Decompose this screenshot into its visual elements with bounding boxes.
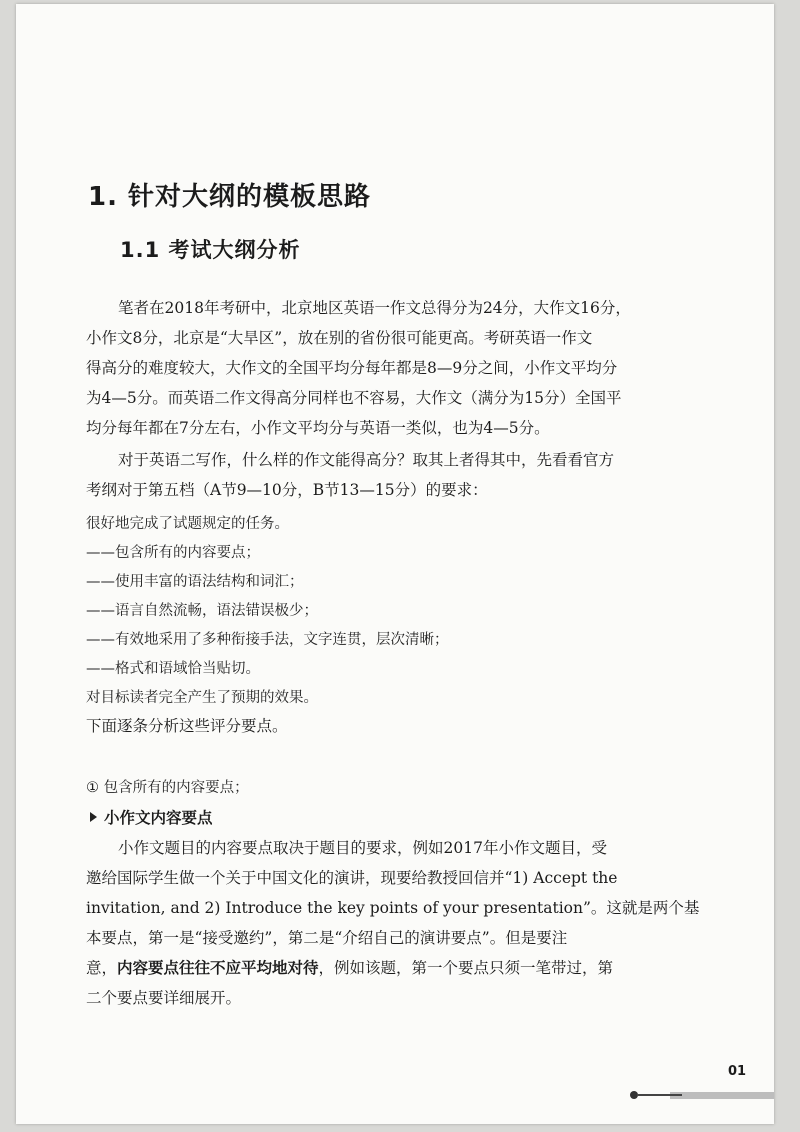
para3-line: 意，内容要点往往不应平均地对待，例如该题，第一个要点只须一笔带过，第 xyxy=(86,958,614,977)
para2-line: 考纲对于第五档（A节9—10分，B节13—15分）的要求： xyxy=(86,481,488,499)
criteria-item: ——使用丰富的语法结构和词汇； xyxy=(86,574,304,590)
criteria-item: ——包含所有的内容要点； xyxy=(86,545,260,561)
page-number: 01 xyxy=(728,1064,747,1079)
criteria-item: 对目标读者完全产生了预期的效果。 xyxy=(86,690,318,706)
emphasis-text: 内容要点往往不应平均地对待 xyxy=(117,958,319,977)
para3-line: invitation, and 2) Introduce the key points of your presentation”。这就是两个基 xyxy=(86,899,700,917)
section-heading: 1.1 考试大纲分析 xyxy=(120,238,301,262)
para1-line: 小作文8分，北京是“大旱区”，放在别的省份很可能更高。考研英语一作文 xyxy=(86,329,593,347)
para1-line: 得高分的难度较大，大作文的全国平均分每年都是8—9分之间，小作文平均分 xyxy=(86,359,618,377)
para3-line: 小作文题目的内容要点取决于题目的要求，例如2017年小作文题目，受 xyxy=(118,839,607,857)
para1-line: 笔者在2018年考研中，北京地区英语一作文总得分为24分，大作文16分， xyxy=(118,299,631,317)
document-page xyxy=(16,4,774,1124)
criteria-item: ——有效地采用了多种衔接手法，文字连贯，层次清晰； xyxy=(86,632,449,648)
criteria-item: ——语言自然流畅，语法错误极少； xyxy=(86,603,318,619)
point-item: ① 包含所有的内容要点； xyxy=(86,780,249,796)
para1-line: 为4—5分。而英语二作文得高分同样也不容易，大作文（满分为15分）全国平 xyxy=(86,389,622,407)
para3-line: 二个要点要详细展开。 xyxy=(86,989,242,1007)
footer-decoration xyxy=(630,1090,774,1100)
chapter-heading: 1. 针对大纲的模板思路 xyxy=(88,182,372,212)
analysis-intro: 下面逐条分析这些评分要点。 xyxy=(86,717,288,735)
para3-line: 邀给国际学生做一个关于中国文化的演讲，现要给教授回信并“1) Accept the xyxy=(86,869,618,887)
para1-line: 均分每年都在7分左右，小作文平均分与英语一类似，也为4—5分。 xyxy=(86,419,550,437)
criteria-item: ——格式和语域恰当贴切。 xyxy=(86,661,260,677)
triangle-bullet-icon xyxy=(90,812,97,822)
subheading: 小作文内容要点 xyxy=(90,806,213,828)
criteria-item: 很好地完成了试题规定的任务。 xyxy=(86,516,289,532)
para3-line: 本要点，第一是“接受邀约”，第二是“介绍自己的演讲要点”。但是要注 xyxy=(86,929,568,947)
para2-line: 对于英语二写作，什么样的作文能得高分？取其上者得其中，先看看官方 xyxy=(118,451,615,469)
